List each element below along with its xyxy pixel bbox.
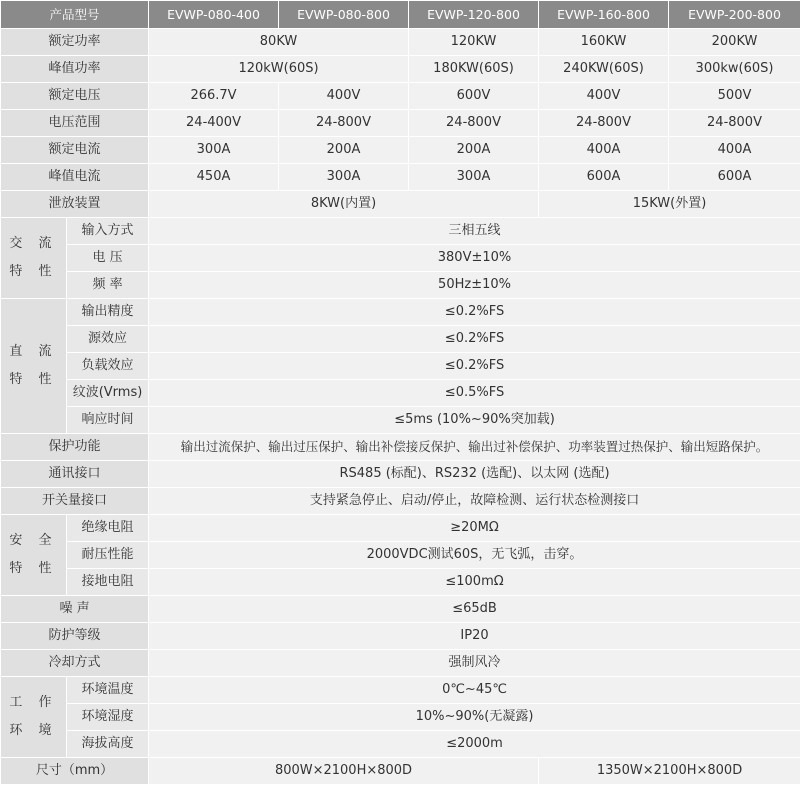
cell-value: 240KW(60S) (539, 56, 669, 83)
row-noise (1, 596, 800, 623)
model-3: EVWP-120-800 (409, 1, 539, 29)
group-env-label (1, 677, 67, 758)
group-dc-label (1, 299, 67, 434)
group-line: 交 流 (9, 236, 58, 251)
cell-value: 1350W×2100H×800D (539, 758, 800, 785)
cell-value: ≤0.2%FS (149, 326, 800, 353)
cell-value: 200A (279, 137, 409, 164)
header-row (1, 1, 800, 29)
row-label: 响应时间 (67, 407, 149, 434)
row-discharge (1, 191, 800, 218)
cell-value: 24-800V (409, 110, 539, 137)
row-safety-withstand (1, 542, 800, 569)
row-label: 纹波(Vrms) (67, 380, 149, 407)
row-label: 电压范围 (1, 110, 149, 137)
row-ip (1, 623, 800, 650)
cell-value: RS485 (标配)、RS232 (选配)、以太网 (选配) (149, 461, 800, 488)
cell-value: 支持紧急停止、启动/停止，故障检测、运行状态检测接口 (149, 488, 800, 515)
row-label: 电 压 (67, 245, 149, 272)
cell-value: ≤0.5%FS (149, 380, 800, 407)
row-size (1, 758, 800, 785)
cell-value: 120KW (409, 29, 539, 56)
row-dc-ripple (1, 380, 800, 407)
cell-value: 24-800V (669, 110, 800, 137)
cell-value: ≤0.2%FS (149, 353, 800, 380)
cell-value: 24-800V (279, 110, 409, 137)
row-label: 输入方式 (67, 218, 149, 245)
row-rated-current (1, 137, 800, 164)
group-ac-label (1, 218, 67, 299)
row-label: 通讯接口 (1, 461, 149, 488)
row-label: 峰值功率 (1, 56, 149, 83)
row-label: 防护等级 (1, 623, 149, 650)
cell-value: ≤2000m (149, 731, 800, 758)
cell-value: 2000VDC测试60S，无飞弧，击穿。 (149, 542, 800, 569)
row-dc-response (1, 407, 800, 434)
cell-value: 600A (539, 164, 669, 191)
cell-value: 266.7V (149, 83, 279, 110)
row-dc-load-effect (1, 353, 800, 380)
cell-value: 300A (409, 164, 539, 191)
model-5: EVWP-200-800 (669, 1, 800, 29)
cell-value: ≤100mΩ (149, 569, 800, 596)
cell-value: 三相五线 (149, 218, 800, 245)
cell-value: 600V (409, 83, 539, 110)
cell-value: 300kw(60S) (669, 56, 800, 83)
row-label: 环境湿度 (67, 704, 149, 731)
cell-value: 强制风冷 (149, 650, 800, 677)
row-label: 耐压性能 (67, 542, 149, 569)
cell-value: 600A (669, 164, 800, 191)
cell-value: 200KW (669, 29, 800, 56)
row-rated-voltage (1, 83, 800, 110)
row-label: 源效应 (67, 326, 149, 353)
cell-value: ≤0.2%FS (149, 299, 800, 326)
row-voltage-range (1, 110, 800, 137)
row-ac-frequency (1, 272, 800, 299)
cell-value: 24-800V (539, 110, 669, 137)
row-comm (1, 461, 800, 488)
cell-value: 200A (409, 137, 539, 164)
row-ac-voltage (1, 245, 800, 272)
cell-value: 15KW(外置) (539, 191, 800, 218)
row-env-temp (1, 677, 800, 704)
row-label: 输出精度 (67, 299, 149, 326)
cell-value: 400V (539, 83, 669, 110)
row-protection (1, 434, 800, 461)
cell-value: 24-400V (149, 110, 279, 137)
row-label: 海拔高度 (67, 731, 149, 758)
group-line: 安 全 (9, 533, 58, 548)
row-env-altitude (1, 731, 800, 758)
cell-value: 400V (279, 83, 409, 110)
row-label: 绝缘电阻 (67, 515, 149, 542)
row-cooling (1, 650, 800, 677)
cell-value: 400A (669, 137, 800, 164)
cell-value: 300A (279, 164, 409, 191)
group-line: 特 性 (9, 372, 58, 387)
row-label: 开关量接口 (1, 488, 149, 515)
row-rated-power (1, 29, 800, 56)
row-label: 接地电阻 (67, 569, 149, 596)
model-1: EVWP-080-400 (149, 1, 279, 29)
row-label: 泄放装置 (1, 191, 149, 218)
row-dc-accuracy (1, 299, 800, 326)
cell-value: 380V±10% (149, 245, 800, 272)
row-switch (1, 488, 800, 515)
group-line: 特 性 (9, 264, 58, 279)
row-peak-power (1, 56, 800, 83)
group-line: 工 作 (9, 695, 58, 710)
group-line: 特 性 (9, 561, 58, 576)
cell-value: 800W×2100H×800D (149, 758, 539, 785)
cell-value: 120kW(60S) (149, 56, 409, 83)
cell-value: 500V (669, 83, 800, 110)
row-label: 噪 声 (1, 596, 149, 623)
cell-value: 160KW (539, 29, 669, 56)
row-label: 冷却方式 (1, 650, 149, 677)
row-dc-source-effect (1, 326, 800, 353)
cell-value: ≤65dB (149, 596, 800, 623)
row-label: 环境温度 (67, 677, 149, 704)
row-label: 尺寸（mm） (1, 758, 149, 785)
row-label: 保护功能 (1, 434, 149, 461)
header-label: 产品型号 (1, 1, 149, 29)
row-safety-ground (1, 569, 800, 596)
cell-value: 10%~90%(无凝露) (149, 704, 800, 731)
group-line: 环 境 (9, 723, 58, 738)
row-label: 额定电压 (1, 83, 149, 110)
cell-value: 输出过流保护、输出过压保护、输出补偿接反保护、输出过补偿保护、功率装置过热保护、输出短路保护。 (149, 434, 800, 461)
row-label: 峰值电流 (1, 164, 149, 191)
cell-value: 50Hz±10% (149, 272, 800, 299)
row-label: 频 率 (67, 272, 149, 299)
model-4: EVWP-160-800 (539, 1, 669, 29)
row-label: 负载效应 (67, 353, 149, 380)
model-2: EVWP-080-800 (279, 1, 409, 29)
cell-value: IP20 (149, 623, 800, 650)
row-ac-input (1, 218, 800, 245)
group-line: 直 流 (9, 344, 58, 359)
cell-value: 180KW(60S) (409, 56, 539, 83)
row-label: 额定功率 (1, 29, 149, 56)
row-peak-current (1, 164, 800, 191)
cell-value: 400A (539, 137, 669, 164)
row-env-humidity (1, 704, 800, 731)
cell-value: ≤5ms (10%~90%突加载) (149, 407, 800, 434)
cell-value: 8KW(内置) (149, 191, 539, 218)
row-safety-insulation (1, 515, 800, 542)
cell-value: 0℃~45℃ (149, 677, 800, 704)
cell-value: 300A (149, 137, 279, 164)
cell-value: 450A (149, 164, 279, 191)
group-safety-label (1, 515, 67, 596)
row-label: 额定电流 (1, 137, 149, 164)
cell-value: 80KW (149, 29, 409, 56)
cell-value: ≥20MΩ (149, 515, 800, 542)
